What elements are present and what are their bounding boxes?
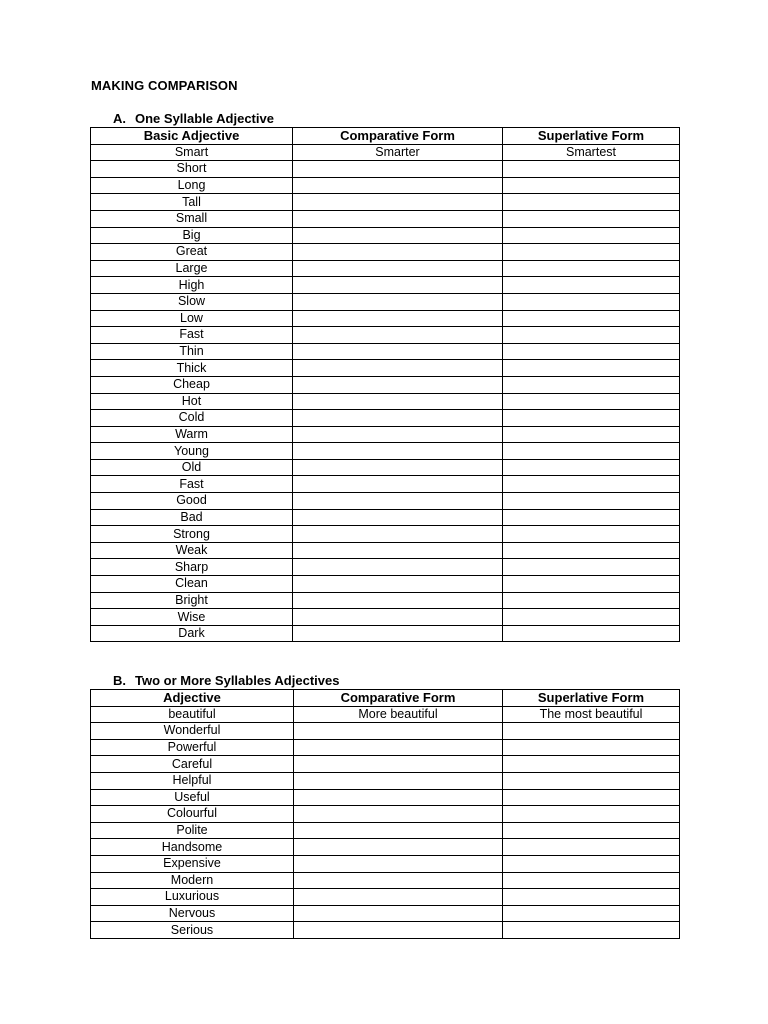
cell-base-form: Great xyxy=(91,244,293,261)
table-row xyxy=(91,592,680,609)
cell-superlative-form xyxy=(503,476,680,493)
cell-superlative-form xyxy=(503,922,680,939)
cell-base-form: Cold xyxy=(91,410,293,427)
cell-base-form: Large xyxy=(91,260,293,277)
table-row xyxy=(91,526,680,543)
cell-base-form: Careful xyxy=(91,756,294,773)
cell-comparative-form xyxy=(293,459,503,476)
cell-comparative-form xyxy=(293,177,503,194)
table-row xyxy=(91,559,680,576)
cell-superlative-form xyxy=(503,327,680,344)
column-header-comparative-form: Comparative Form xyxy=(294,690,503,707)
cell-superlative-form xyxy=(503,839,680,856)
cell-base-form: Young xyxy=(91,443,293,460)
table-row xyxy=(91,609,680,626)
cell-comparative-form xyxy=(293,509,503,526)
cell-base-form: Useful xyxy=(91,789,294,806)
cell-comparative-form xyxy=(293,559,503,576)
cell-superlative-form xyxy=(503,410,680,427)
table-row xyxy=(91,542,680,559)
cell-base-form: Weak xyxy=(91,542,293,559)
cell-comparative-form xyxy=(293,210,503,227)
cell-superlative-form xyxy=(503,772,680,789)
cell-comparative-form: More beautiful xyxy=(294,706,503,723)
cell-base-form: beautiful xyxy=(91,706,294,723)
cell-base-form: Strong xyxy=(91,526,293,543)
table-row xyxy=(91,922,680,939)
cell-superlative-form xyxy=(503,459,680,476)
table-row xyxy=(91,310,680,327)
cell-base-form: Handsome xyxy=(91,839,294,856)
cell-base-form: Expensive xyxy=(91,855,294,872)
table-row xyxy=(91,194,680,211)
cell-base-form: Warm xyxy=(91,426,293,443)
cell-base-form: High xyxy=(91,277,293,294)
cell-comparative-form xyxy=(293,244,503,261)
table-row xyxy=(91,327,680,344)
table-row xyxy=(91,161,680,178)
table-header-row xyxy=(91,690,680,707)
column-header-superlative-form: Superlative Form xyxy=(503,128,680,145)
cell-superlative-form xyxy=(503,542,680,559)
cell-comparative-form xyxy=(294,822,503,839)
table-row xyxy=(91,277,680,294)
table-row xyxy=(91,822,680,839)
cell-comparative-form xyxy=(293,293,503,310)
cell-superlative-form xyxy=(503,277,680,294)
cell-superlative-form xyxy=(503,822,680,839)
table-row xyxy=(91,706,680,723)
cell-comparative-form xyxy=(294,772,503,789)
cell-base-form: Smart xyxy=(91,144,293,161)
cell-comparative-form xyxy=(293,310,503,327)
cell-comparative-form xyxy=(294,872,503,889)
table-row xyxy=(91,260,680,277)
table-row xyxy=(91,410,680,427)
cell-base-form: Cheap xyxy=(91,376,293,393)
cell-superlative-form xyxy=(503,244,680,261)
cell-superlative-form xyxy=(503,855,680,872)
table-row xyxy=(91,806,680,823)
cell-comparative-form xyxy=(294,723,503,740)
cell-comparative-form xyxy=(294,922,503,939)
cell-superlative-form xyxy=(503,443,680,460)
table-row xyxy=(91,443,680,460)
column-header-base-form: Adjective xyxy=(91,690,294,707)
cell-base-form: Dark xyxy=(91,625,293,642)
page-title: MAKING COMPARISON xyxy=(91,78,238,93)
section-b-title: Two or More Syllables Adjectives xyxy=(135,673,340,688)
cell-superlative-form xyxy=(503,260,680,277)
cell-comparative-form xyxy=(293,526,503,543)
cell-comparative-form xyxy=(293,376,503,393)
cell-comparative-form xyxy=(294,905,503,922)
cell-base-form: Nervous xyxy=(91,905,294,922)
table-row xyxy=(91,905,680,922)
cell-superlative-form xyxy=(503,293,680,310)
cell-base-form: Wonderful xyxy=(91,723,294,740)
cell-comparative-form xyxy=(294,889,503,906)
cell-comparative-form xyxy=(294,839,503,856)
cell-base-form: Hot xyxy=(91,393,293,410)
cell-comparative-form xyxy=(293,277,503,294)
cell-superlative-form xyxy=(503,509,680,526)
cell-comparative-form xyxy=(293,410,503,427)
cell-base-form: Thick xyxy=(91,360,293,377)
cell-superlative-form: The most beautiful xyxy=(503,706,680,723)
cell-superlative-form xyxy=(503,592,680,609)
table-row xyxy=(91,360,680,377)
table-row xyxy=(91,509,680,526)
cell-superlative-form xyxy=(503,526,680,543)
column-header-comparative-form: Comparative Form xyxy=(293,128,503,145)
cell-superlative-form xyxy=(503,310,680,327)
table-row xyxy=(91,177,680,194)
cell-superlative-form xyxy=(503,576,680,593)
cell-base-form: Low xyxy=(91,310,293,327)
cell-superlative-form xyxy=(503,177,680,194)
cell-base-form: Modern xyxy=(91,872,294,889)
cell-base-form: Thin xyxy=(91,343,293,360)
cell-comparative-form xyxy=(293,227,503,244)
cell-base-form: Tall xyxy=(91,194,293,211)
table-row xyxy=(91,293,680,310)
cell-comparative-form xyxy=(293,625,503,642)
cell-base-form: Luxurious xyxy=(91,889,294,906)
table-row xyxy=(91,244,680,261)
table-row xyxy=(91,756,680,773)
cell-base-form: Polite xyxy=(91,822,294,839)
table-row xyxy=(91,872,680,889)
cell-superlative-form xyxy=(503,609,680,626)
cell-comparative-form xyxy=(293,609,503,626)
cell-comparative-form xyxy=(293,360,503,377)
cell-superlative-form xyxy=(503,161,680,178)
cell-comparative-form xyxy=(293,260,503,277)
table-row xyxy=(91,426,680,443)
section-a-marker: A. xyxy=(113,111,126,126)
table-row xyxy=(91,210,680,227)
cell-base-form: Sharp xyxy=(91,559,293,576)
section-b-marker: B. xyxy=(113,673,126,688)
table-row xyxy=(91,889,680,906)
table-row xyxy=(91,789,680,806)
cell-superlative-form xyxy=(503,360,680,377)
table-row xyxy=(91,576,680,593)
table-row xyxy=(91,343,680,360)
cell-superlative-form xyxy=(503,376,680,393)
table-row xyxy=(91,855,680,872)
cell-comparative-form xyxy=(294,789,503,806)
section-a-heading xyxy=(113,111,274,126)
cell-superlative-form xyxy=(503,393,680,410)
cell-comparative-form xyxy=(293,592,503,609)
cell-comparative-form xyxy=(293,393,503,410)
cell-superlative-form xyxy=(503,905,680,922)
table-row xyxy=(91,625,680,642)
cell-base-form: Big xyxy=(91,227,293,244)
table-row xyxy=(91,723,680,740)
cell-base-form: Colourful xyxy=(91,806,294,823)
multi-syllable-table xyxy=(90,689,680,939)
cell-superlative-form xyxy=(503,756,680,773)
table-row xyxy=(91,376,680,393)
cell-comparative-form xyxy=(293,576,503,593)
cell-comparative-form xyxy=(294,806,503,823)
table-header-row xyxy=(91,128,680,145)
cell-base-form: Fast xyxy=(91,476,293,493)
cell-superlative-form xyxy=(503,426,680,443)
cell-superlative-form xyxy=(503,872,680,889)
cell-base-form: Old xyxy=(91,459,293,476)
cell-base-form: Short xyxy=(91,161,293,178)
cell-base-form: Clean xyxy=(91,576,293,593)
cell-superlative-form xyxy=(503,210,680,227)
cell-comparative-form xyxy=(293,327,503,344)
table-row xyxy=(91,459,680,476)
cell-comparative-form xyxy=(293,493,503,510)
cell-comparative-form xyxy=(293,542,503,559)
cell-comparative-form xyxy=(294,739,503,756)
cell-base-form: Long xyxy=(91,177,293,194)
cell-base-form: Bad xyxy=(91,509,293,526)
cell-comparative-form: Smarter xyxy=(293,144,503,161)
table-row xyxy=(91,476,680,493)
cell-comparative-form xyxy=(293,476,503,493)
one-syllable-table xyxy=(90,127,680,642)
cell-comparative-form xyxy=(293,194,503,211)
column-header-superlative-form: Superlative Form xyxy=(503,690,680,707)
cell-base-form: Bright xyxy=(91,592,293,609)
cell-superlative-form xyxy=(503,723,680,740)
cell-base-form: Slow xyxy=(91,293,293,310)
cell-superlative-form xyxy=(503,739,680,756)
cell-base-form: Helpful xyxy=(91,772,294,789)
cell-comparative-form xyxy=(293,161,503,178)
cell-comparative-form xyxy=(293,426,503,443)
cell-base-form: Good xyxy=(91,493,293,510)
table-row xyxy=(91,227,680,244)
cell-comparative-form xyxy=(294,756,503,773)
cell-base-form: Fast xyxy=(91,327,293,344)
cell-superlative-form xyxy=(503,625,680,642)
table-row xyxy=(91,839,680,856)
cell-superlative-form xyxy=(503,343,680,360)
table-row xyxy=(91,772,680,789)
table-row xyxy=(91,739,680,756)
cell-comparative-form xyxy=(293,343,503,360)
cell-superlative-form: Smartest xyxy=(503,144,680,161)
cell-base-form: Wise xyxy=(91,609,293,626)
column-header-base-form: Basic Adjective xyxy=(91,128,293,145)
cell-comparative-form xyxy=(293,443,503,460)
cell-base-form: Small xyxy=(91,210,293,227)
section-b-heading xyxy=(113,673,339,688)
cell-base-form: Serious xyxy=(91,922,294,939)
cell-superlative-form xyxy=(503,806,680,823)
cell-base-form: Powerful xyxy=(91,739,294,756)
table-row xyxy=(91,144,680,161)
cell-superlative-form xyxy=(503,493,680,510)
cell-superlative-form xyxy=(503,559,680,576)
cell-superlative-form xyxy=(503,194,680,211)
table-row xyxy=(91,393,680,410)
cell-comparative-form xyxy=(294,855,503,872)
table-row xyxy=(91,493,680,510)
cell-superlative-form xyxy=(503,889,680,906)
cell-superlative-form xyxy=(503,227,680,244)
cell-superlative-form xyxy=(503,789,680,806)
section-a-title: One Syllable Adjective xyxy=(135,111,274,126)
